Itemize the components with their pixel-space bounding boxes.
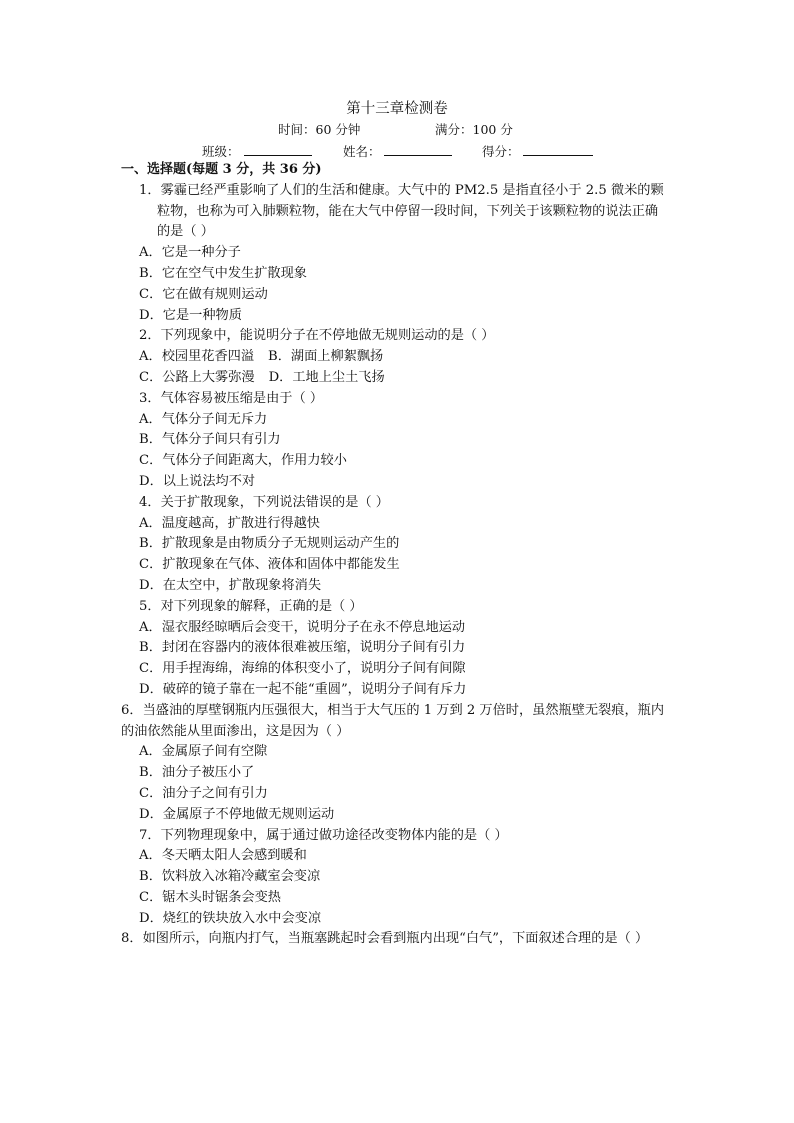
class-label: 班级： — [202, 144, 240, 159]
option-d: D．破碎的镜子靠在一起不能“重圆”，说明分子间有斥力 — [139, 681, 467, 697]
option-c: C．气体分子间距离大，作用力较小 — [139, 453, 347, 469]
option-a: A．金属原子间有空隙 — [139, 744, 268, 760]
name-blank[interactable] — [384, 142, 452, 156]
option-c: C．油分子之间有引力 — [139, 785, 268, 801]
option-c: C．锯木头时锯条会变热 — [139, 889, 281, 905]
time-label: 时间：60 分钟 — [278, 122, 361, 137]
option-d: D．它是一种物质 — [139, 307, 242, 323]
class-blank[interactable] — [244, 142, 312, 156]
question-5 — [121, 597, 666, 701]
option-a: A．温度越高，扩散进行得越快 — [139, 515, 320, 531]
page-title: 第十三章检测卷 — [346, 101, 448, 117]
question-stem: 8．如图所示，向瓶内打气，当瓶塞跳起时会看到瓶内出现“白气”，下面叙述合理的是（ ） — [121, 931, 649, 947]
grade-label: 得分： — [482, 144, 520, 159]
option-a: A．它是一种分子 — [139, 245, 241, 261]
option-d: D．以上说法均不对 — [139, 473, 256, 489]
option-row — [121, 347, 666, 368]
question-stem: 2．下列现象中，能说明分子在不停地做无规则运动的是（ ） — [139, 328, 495, 344]
question-stem: 3．气体容易被压缩是由于（ ） — [139, 390, 324, 406]
name-label: 姓名： — [343, 144, 381, 159]
option-c: C．用手捏海绵，海绵的体积变小了，说明分子间有间隙 — [139, 661, 466, 677]
question-1 — [121, 181, 666, 327]
score-label: 满分：100 分 — [435, 122, 513, 137]
question-2 — [121, 326, 666, 388]
grade-blank[interactable] — [523, 142, 593, 156]
question-stem: 4．关于扩散现象，下列说法错误的是（ ） — [139, 494, 389, 510]
question-stem: 1．雾霾已经严重影响了人们的生活和健康。大气中的 PM2.5 是指直径小于 2.5 微米的颗粒物，也称为可入肺颗粒物，能在大气中停留一段时间，下列关于该颗粒物的说法正确的是（ ） — [139, 182, 664, 240]
question-list — [121, 160, 666, 950]
option-row — [121, 368, 666, 389]
option-d: D．烧红的铁块放入水中会变凉 — [139, 910, 322, 926]
option-b: B．气体分子间只有引力 — [139, 432, 281, 448]
option-a: A．湿衣服经晾晒后会变干，说明分子在永不停息地运动 — [139, 619, 466, 635]
option-a: A．校园里花香四溢 — [139, 349, 255, 365]
option-a: A．气体分子间无斥力 — [139, 411, 268, 427]
question-6 — [121, 701, 666, 826]
question-7 — [121, 826, 666, 930]
option-d: D．金属原子不停地做无规则运动 — [139, 806, 335, 822]
option-b: B．饮料放入冰箱冷藏室会变凉 — [139, 869, 321, 885]
question-4 — [121, 493, 666, 597]
question-stem: 5．对下列现象的解释，正确的是（ ） — [139, 598, 363, 614]
question-stem: 7．下列物理现象中，属于通过做功途径改变物体内能的是（ ） — [139, 827, 508, 843]
option-c: C．扩散现象在气体、液体和固体中都能发生 — [139, 557, 400, 573]
option-c: C．公路上大雾弥漫 — [139, 369, 255, 385]
section-title: 一、选择题(每题 3 分，共 36 分) — [121, 162, 322, 177]
option-b: B．它在空气中发生扩散现象 — [139, 265, 307, 281]
option-a: A．冬天晒太阳人会感到暖和 — [139, 848, 307, 864]
option-b: B．封闭在容器内的液体很难被压缩，说明分子间有引力 — [139, 640, 466, 656]
option-b: B．油分子被压小了 — [139, 765, 255, 781]
question-stem: 6．当盛油的厚壁钢瓶内压强很大，相当于大气压的 1 万到 2 万倍时，虽然瓶壁无裂痕，瓶内的油依然能从里面渗出，这是因为（ ） — [121, 702, 665, 739]
option-b: B．湖面上柳絮飘扬 — [268, 349, 384, 365]
option-d: D．工地上尘土飞扬 — [268, 369, 385, 385]
option-b: B．扩散现象是由物质分子无规则运动产生的 — [139, 536, 400, 552]
question-3 — [121, 389, 666, 493]
option-d: D．在太空中，扩散现象将消失 — [139, 577, 322, 593]
option-c: C．它在做有规则运动 — [139, 286, 268, 302]
question-8 — [121, 929, 666, 950]
